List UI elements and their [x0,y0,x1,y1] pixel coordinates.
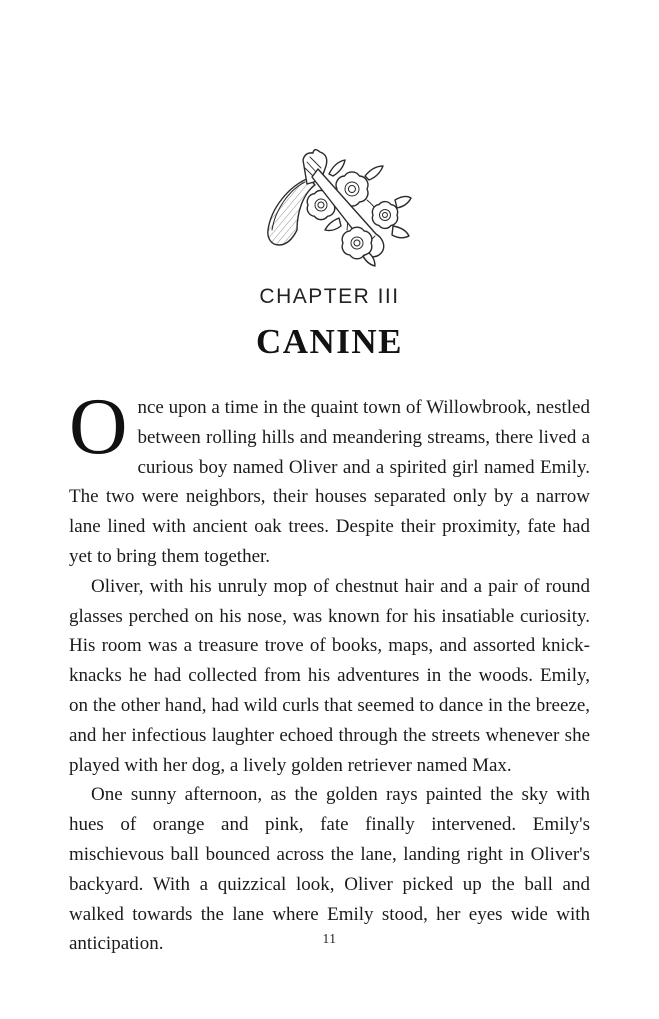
chapter-title: CANINE [255,322,404,361]
paragraph-1 [69,381,590,572]
paragraph-2: Oliver, with his unruly mop of chestnut hair and a pair of round glasses perched on his nose, was known for his insatiable curiosity. His room was a treasure trove of books, maps, and assorted knick-knacks he had collected from his adventures in the woods. Emily, on the other hand, had wild curls that seemed to dance in the breeze, and her infectious laughter echoed through the streets whenever she played with her dog, a lively golden retriever named Max. [69,575,590,776]
drop-cap: O [69,381,128,471]
paragraph-1-text: nce upon a time in the quaint town of Willowbrook, nestled between rolling hills and meandering streams, there lived a curious boy named Oliver and a spirited girl named Emily. The two were neighbors, their houses separated only by a narrow lane lined with ancient oak trees. Despite their proximity, fate had yet to bring them together. [69,397,590,567]
axe-roses-ornament-icon [259,148,417,268]
chapter-label: CHAPTER III [259,285,400,308]
body-text-block [69,381,590,959]
page-number: 11 [322,931,337,946]
paragraph-3: One sunny afternoon, as the golden rays painted the sky with hues of orange and pink, fate finally intervened. Emily's mischievous ball bounced across the lane, landing right in Oliver's backyard. With a quizzical look, Oliver picked up the ball and walked towards the lane where Emily stood, her eyes wide with anticipation. [69,784,590,955]
